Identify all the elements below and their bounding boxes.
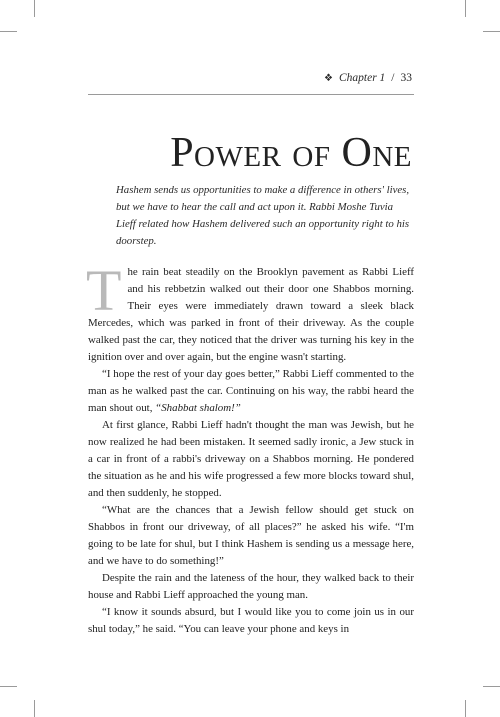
crop-mark: [0, 31, 17, 32]
chapter-title: Power of One: [170, 130, 412, 176]
header-rule: [88, 94, 414, 95]
running-head: [324, 72, 412, 84]
paragraph-text: he rain beat steadily on the Brooklyn pavement as Rabbi Lieff and his rebbetzin walked out their door one Shabbos morning. Their eyes were immediately drawn toward a sleek black Mercedes, which was parked in front of their driveway. As the couple walked past the car, they noticed that the driver was turning his key in the ignition over and over again, but the engine wasn't starting.: [88, 266, 414, 363]
running-head-separator: /: [391, 72, 395, 84]
crop-mark: [34, 0, 35, 17]
ornament-icon: ❖: [324, 73, 333, 84]
drop-cap: T: [86, 258, 122, 323]
paragraph: Despite the rain and the lateness of the hour, they walked back to their house and Rabbi Lieff approached the young man.: [88, 572, 414, 601]
crop-mark: [0, 686, 17, 687]
page-number: 33: [400, 72, 412, 84]
crop-mark: [483, 686, 500, 687]
paragraph: “I know it sounds absurd, but I would like you to come join us in our shul today,” he said. “You can leave your phone and keys in: [88, 606, 414, 635]
body-text: [86, 258, 414, 638]
chapter-label: Chapter 1: [338, 72, 386, 84]
crop-mark: [465, 0, 466, 17]
paragraph: [86, 258, 414, 366]
paragraph: At first glance, Rabbi Lieff hadn't thought the man was Jewish, but he now realized he had been mistaken. It seemed sadly ironic, a Jew stuck in a car in front of a rabbi's driveway on a Shabbos morning. He pondered the situation as he and his wife progressed a few more blocks toward shul, and then suddenly, he stopped.: [88, 419, 414, 499]
paragraph: [88, 366, 414, 417]
crop-mark: [34, 700, 35, 717]
quote-text: “Shabbat shalom!”: [155, 402, 241, 414]
crop-mark: [483, 31, 500, 32]
paragraph-text: “I hope the rest of your day goes better,” Rabbi Lieff commented to the man as he walked past the car. Continuing on his way, the rabbi heard the man shout out,: [88, 368, 414, 414]
paragraph: “What are the chances that a Jewish fellow should get stuck on Shabbos in front our driveway, of all places?” he asked his wife. “I'm going to be late for shul, but I think Hashem is sending us a message here, and we have to do something!”: [88, 504, 414, 567]
crop-mark: [465, 700, 466, 717]
chapter-abstract: Hashem sends us opportunities to make a difference in others' lives, but we have to hear the call and act upon it. Rabbi Moshe Tuvia Lieff related how Hashem delivered such an opportunity right to his doorstep.: [116, 184, 410, 247]
